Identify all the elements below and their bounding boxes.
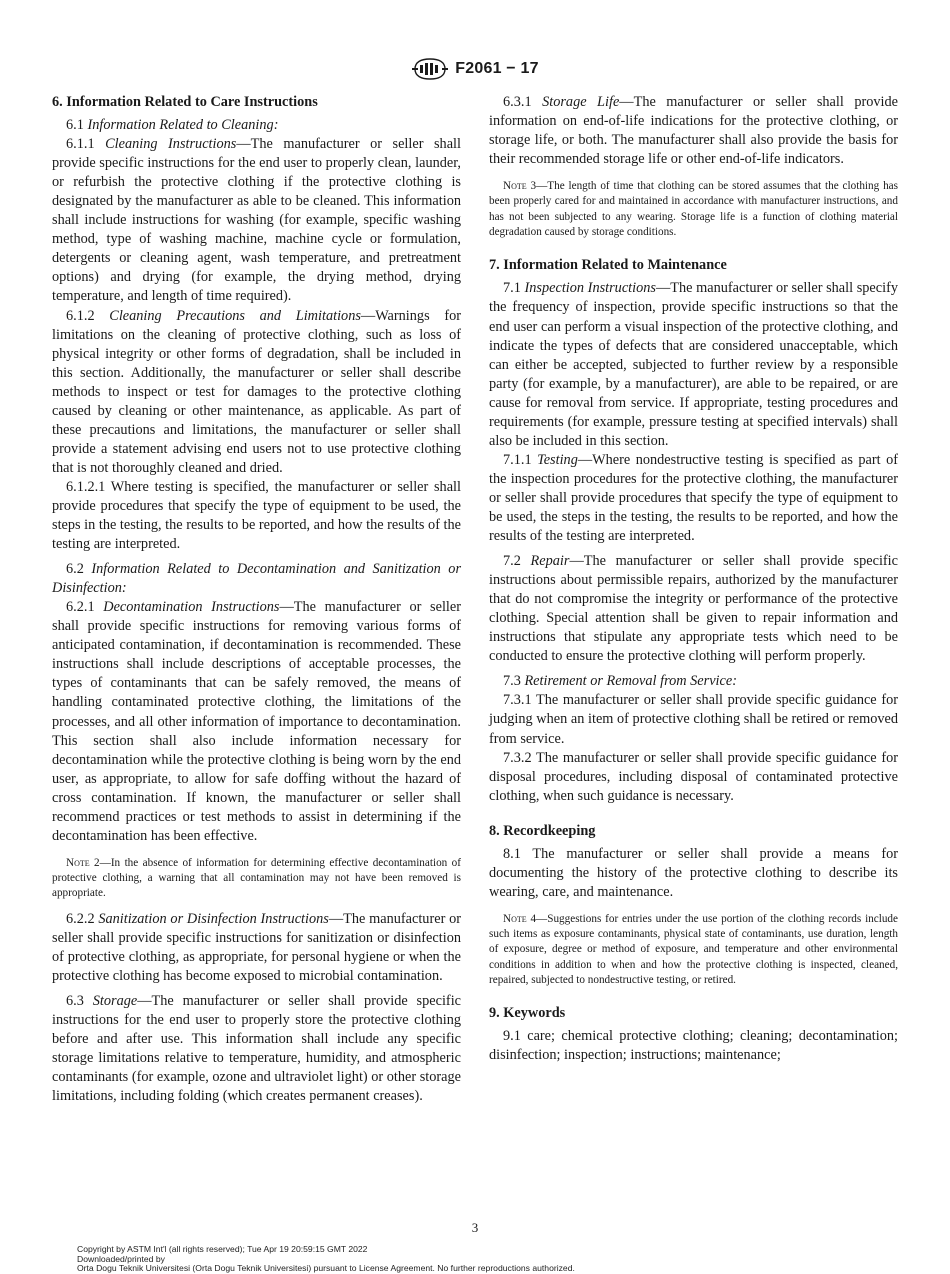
- paragraph-6-1-2: 6.1.2 Cleaning Precautions and Limitations—Warnings for limitations on the cleaning of protective clothing, such as loss of physical integrity or other forms of degradation, shall be included in this section. Additionally, the manufacturer or seller shall describe methods to inspect or test for damages to the protective clothing caused by cleaning or other maintenance, as applicable. As part of these precautions and limitations, the manufacturer or seller shall provide a statement advising end users not to use protective clothing that is not thoroughly cleaned and dried.: [52, 307, 461, 476]
- section-6-heading: 6. Information Related to Care Instructions: [52, 94, 318, 110]
- paragraph-7-3-1: 7.3.1 The manufacturer or seller shall provide specific guidance for judging when an item of protective clothing shall be retired or removed from service.: [489, 692, 898, 747]
- paragraph-7-3-2: 7.3.2 The manufacturer or seller shall provide specific guidance for disposal procedures, including disposal of contaminated protective clothing, when such guidance is necessary.: [489, 749, 898, 804]
- paragraph-6-1: 6.1 Information Related to Cleaning:: [66, 117, 279, 134]
- page-header: [0, 57, 950, 81]
- paragraph-7-2: 7.2 Repair—The manufacturer or seller shall provide specific instructions about permissible repairs, authorized by the manufacturer that do not compromise the integrity or performance of the protective clothing. Special attention shall be given to repair information and instructions that stipulate any appropriate tests which need to be conducted to ensure the protective clothing will perform properly.: [489, 553, 898, 665]
- paragraph-6-3: 6.3 Storage—The manufacturer or seller shall provide specific instructions for the end user to properly store the protective clothing before and after use. This information shall include any specific storage limitations relative to temperature, humidity, and atmospheric contaminants (for example, ozone and ultraviolet light) or other storage limitations, including folding (which creates permanent creases).: [52, 992, 462, 1105]
- paragraph-7-1-1: 7.1.1 Testing—Where nondestructive testing is specified as part of the inspection procedures for the protective clothing, the manufacturer or seller shall provide procedures that specify the type of equipment to be used, the steps in the testing, the results to be reported, and how the results of the testing are interpreted.: [489, 451, 898, 545]
- note-2: Note 2—In the absence of information for determining effective decontamination of protective clothing, a warning that all contamination may not have been removed is appropriate.: [52, 856, 461, 900]
- paragraph-6-1-2-1: 6.1.2.1 Where testing is specified, the manufacturer or seller shall provide procedures that specify the type of equipment to be used, the steps in the testing, the results to be reported, and how the results of the testing are interpreted.: [52, 478, 461, 553]
- paragraph-6-1-1: 6.1.1 Cleaning Instructions—The manufacturer or seller shall provide specific instructions for the end user to properly clean, launder, or refurbish the protective clothing if the protective clothing is designated by the manufacturer as able to be cleaned. This information shall include instructions for washing (for example, specific washing method, type of washing machine, machine cycle or formulation, detergents or cleaning agent, wash temperature, and pretreatment options) and drying (for example, the drying method, drying temperature, and length of time required).: [52, 136, 461, 305]
- footer-line-copyright: Copyright by ASTM Int'l (all rights reserved); Tue Apr 19 20:59:15 GMT 2022: [77, 1244, 368, 1254]
- paragraph-7-3: 7.3 Retirement or Removal from Service:: [503, 673, 737, 690]
- footer-line-license: Orta Dogu Teknik Universitesi (Orta Dogu Teknik Universitesi) pursuant to License Agreement. No further reproductions authorized.: [77, 1263, 575, 1274]
- section-8-heading: 8. Recordkeeping: [489, 822, 596, 839]
- paragraph-6-2: 6.2 Information Related to Decontamination and Sanitization or Disinfection:: [52, 561, 462, 597]
- section-9-heading: 9. Keywords: [489, 1005, 566, 1022]
- paragraph-8-1: 8.1 The manufacturer or seller shall provide a means for documenting the history of the protective clothing to describe its wearing, care, and maintenance.: [489, 845, 898, 900]
- paragraph-6-3-1: 6.3.1 Storage Life—The manufacturer or seller shall provide information on end-of-life indications for the protective clothing, or storage life, or both. The manufacturer shall also provide the basis for their recommended storage life or other end-of-life indicators.: [489, 94, 898, 168]
- copyright-footer: [77, 1245, 575, 1274]
- left-column: [52, 93, 461, 1106]
- paragraph-6-2-1: 6.2.1 Decontamination Instructions—The manufacturer or seller shall provide specific instructions for removing various forms of anticipated contamination, if decontamination is recommended. These instructions shall include descriptions of acceptable processes, the types of contaminants that can be safely removed, the means of handling contaminated protective clothing, the limitations of the processes, and all other information of importance to decontamination. This section shall also include information necessary for decontamination while the protective clothing is being worn by the end user, as appropriate, to allow for safe doffing without the hazard of cross contamination. If known, the manufacturer or seller shall recommend practices or test methods to assist in determining if the decontamination has been effective.: [52, 599, 462, 844]
- note-3: Note 3—The length of time that clothing can be stored assumes that the clothing has been properly cared for and maintained in accordance with manufacturer instructions, and has not been subjected to any wearing. Storage life is a function of clothing material degradation caused by storage conditions.: [489, 180, 898, 239]
- footer-line-downloaded: Downloaded/printed by: [77, 1253, 165, 1264]
- astm-logo-icon: [411, 57, 449, 81]
- page-number: 3: [471, 1220, 479, 1235]
- paragraph-9-1: 9.1 care; chemical protective clothing; cleaning; decontamination; disinfection; inspection; instructions; maintenance;: [489, 1028, 898, 1064]
- paragraph-6-2-2: 6.2.2 Sanitization or Disinfection Instructions—The manufacturer or seller shall provide specific instructions for sanitization or disinfection of protective clothing, as appropriate, for personal hygiene or when the protective clothing has become exposed to microbial contamination.: [52, 910, 461, 984]
- note-4: Note 4—Suggestions for entries under the use portion of the clothing records include such items as exposure contaminants, physical state of contaminants, use duration, length of exposure, degree or method of exposure, and temperature and other environmental conditions in addition to when and how the protective clothing is inspected, cleaned, repaired, subjected to nondestructive testing, or retired.: [489, 912, 898, 987]
- section-7-heading: 7. Information Related to Maintenance: [489, 257, 727, 274]
- document-designation: F2061 − 17: [455, 60, 539, 77]
- paragraph-7-1: 7.1 Inspection Instructions—The manufacturer or seller shall specify the frequency of inspection, provide specific instructions so that the end user can perform a visual inspection of the protective clothing, and indicate the types of defects that are considered unacceptable, which can either be accepted, subjected to further review by a responsible party (for example, by a manufacturer), are able to be repaired, or are cause for removal from service. If appropriate, testing procedures and requirements (for example, pressure testing at specified intervals) shall also be included in this section.: [489, 280, 899, 449]
- right-column: [489, 93, 898, 1066]
